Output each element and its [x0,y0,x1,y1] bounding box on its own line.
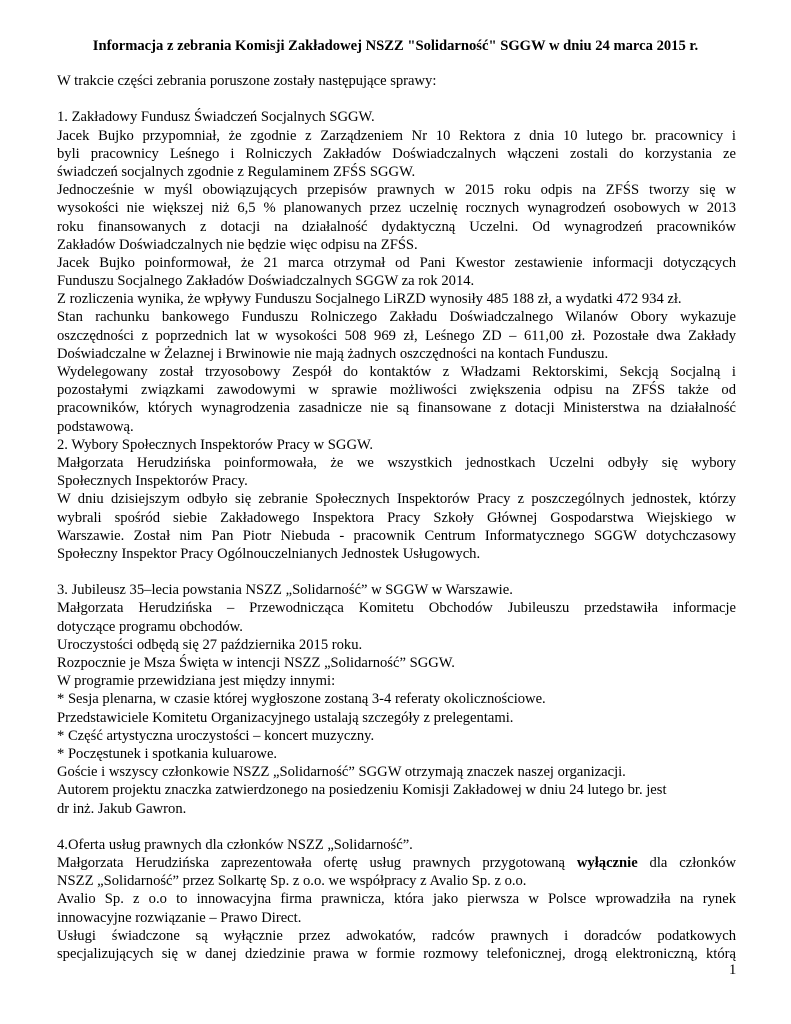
text-line: Doświadczalne w Żelaznej i Brwinowie nie mają żadnych oszczędności na kontach Funduszu. [57,345,609,362]
text-line: NSZZ „Solidarność” przez Solkartę Sp. z o.o. we współpracy z Avalio Sp. z o.o. [57,873,527,890]
text-line: Warszawie. Został nim Pan Piotr Niebuda - pracownik Centrum Informatycznego SGGW dotychczasowy [57,527,736,544]
blank-line [57,818,736,836]
document-body [57,72,736,963]
text-line: Funduszu Socjalnego Zakładów Doświadczalnych SGGW za rok 2014. [57,273,475,290]
text-line: Goście i wszyscy członkowie NSZZ „Solidarność” SGGW otrzymają znaczek naszej organizacji. [57,764,626,781]
page-number: 1 [729,962,737,978]
text-line: byli pracownicy Leśnego i Rolniczych Zakładów Doświadczalnych włączeni zostali do korzystania ze [57,145,736,162]
text-line: Uroczystości odbędą się 27 października 2015 roku. [57,636,363,653]
text-line: * Część artystyczna uroczystości – koncert muzyczny. [57,727,375,744]
blank-line [57,563,736,581]
text-line: W trakcie części zebrania poruszone zostały następujące sprawy: [57,73,437,89]
text-line: 4.Oferta usług prawnych dla członków NSZZ „Solidarność”. [57,836,413,853]
text-line: Społecznych Inspektorów Pracy. [57,473,248,490]
text-line: innowacyjne rozwiązanie – Prawo Direct. [57,909,302,926]
text-line: Avalio Sp. z o.o to innowacyjna firma prawnicza, która jako pierwsza w Polsce wprowadziła na rynek [57,891,736,908]
text-line: pozostałymi związkami zawodowymi w sprawie możliwości zwiększenia odpisu na ZFŚS także od [57,382,736,399]
text-line: Z rozliczenia wynika, że wpływy Funduszu Socjalnego LiRZD wynosiły 485 188 zł, a wydatki 472 934 zł. [57,291,682,308]
document-title: Informacja z zebrania Komisji Zakładowej NSZZ "Solidarność" SGGW w dniu 24 marca 2015 r. [92,38,699,54]
text-line: 1. Zakładowy Fundusz Świadczeń Socjalnych SGGW. [57,109,375,126]
blank-line [57,90,736,108]
text-line: Rozpocznie je Msza Święta w intencji NSZZ „Solidarność” SGGW. [57,655,455,671]
text-line: Zakładów Doświadczalnych nie będzie więc odpisu na ZFŚS. [57,236,418,253]
text-line: wybrali spośród siebie Zakładowego Inspektora Pracy Szkoły Głównej Gospodarstwa Wiejskiego w [57,509,736,526]
text-line: wysokości nie większej niż 6,5 % planowanych przez uczelnię rocznych wynagrodzeń osobowych w 2013 [57,200,736,217]
text-line: pracowników, których wynagrodzenia zasadnicze nie są finansowane z dotacji Ministerstwa na działalność [57,400,736,417]
text-line: Autorem projektu znaczka zatwierdzonego na posiedzeniu Komisji Zakładowej w dniu 24 lutego br. jest [57,782,667,799]
text-line: 3. Jubileusz 35–lecia powstania NSZZ „Solidarność” w SGGW w Warszawie. [57,582,513,599]
text-line: Społeczny Inspektor Pracy Ogólnouczelnianych Jednostek Usługowych. [57,545,481,562]
text-line: W dniu dzisiejszym odbyło się zebranie Społecznych Inspektorów Pracy z poszczególnych jednostek, którzy [57,491,736,508]
text-line: Usługi świadczone są wyłącznie przez adwokatów, radców prawnych i doradców podatkowych [57,927,736,944]
text-line: Jacek Bujko przypomniał, że zgodnie z Zarządzeniem Nr 10 Rektora z dnia 10 lutego br. pracownicy i [57,127,736,144]
text-line: Przedstawiciele Komitetu Organizacyjnego ustalają szczegóły z prelegentami. [57,709,514,726]
text-line: Jednocześnie w myśl obowiązujących przepisów prawnych w 2015 roku odpis na ZFŚS tworzy się w [57,182,736,199]
text-line: 2. Wybory Społecznych Inspektorów Pracy w SGGW. [57,436,374,453]
text-line: dr inż. Jakub Gawron. [57,800,187,817]
text-line: Jacek Bujko poinformował, że 21 marca otrzymał od Pani Kwestor zestawienie informacji dotyczących [57,254,736,271]
text-line: * Sesja plenarna, w czasie której wygłoszone zostaną 3-4 referaty okolicznościowe. [57,691,546,708]
text-line: Małgorzata Herudzińska – Przewodnicząca Komitetu Obchodów Jubileuszu przedstawiła informacje [57,600,736,617]
text-line: Wydelegowany został trzyosobowy Zespół do kontaktów z Władzami Rektorskimi, Sekcją Socjalną i [57,364,736,380]
text-line: świadczeń socjalnych zgodnie z Regulaminem ZFŚS SGGW. [57,163,416,180]
text-line: oszczędności z poprzednich lat w wysokości 508 969 zł, Leśnego ZD – 611,00 zł. Pozostałe dwa Zakłady [57,327,736,344]
text-line: Małgorzata Herudzińska zaprezentowała ofertę usług prawnych przygotowaną wyłącznie dla członków [57,855,736,872]
text-line: dotyczące programu obchodów. [57,618,243,635]
text-line: * Poczęstunek i spotkania kuluarowe. [57,745,278,762]
text-line: roku finansowanych z dotacji na działalność dydaktyczną Uczelni. Od wynagrodzeń pracowników [57,218,736,235]
text-line: podstawową. [57,418,134,435]
text-line: W programie przewidziana jest między innymi: [57,673,336,690]
text-line: specjalizujących się w danej dziedzinie prawa w formie rozmowy telefonicznej, drogą elektroniczną, którą [57,946,736,962]
text-line: Małgorzata Herudzińska poinformowała, że we wszystkich jednostkach Uczelni odbyły się wybory [57,454,736,471]
text-line: Stan rachunku bankowego Funduszu Rolniczego Zakładu Doświadczalnego Wilanów Obory wykazuje [57,309,736,326]
emphasis: wyłącznie [576,855,638,872]
